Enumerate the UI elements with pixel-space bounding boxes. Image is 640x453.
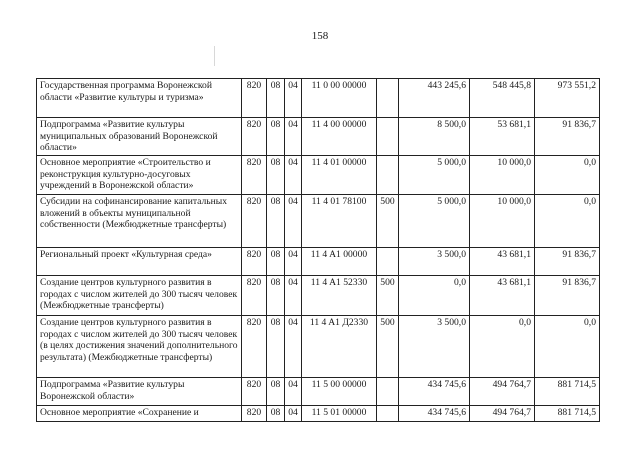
row-name: Субсидии на софинансирование капитальных вложений в объекты муниципальной собственности (Межбюджетные трансферты) (37, 195, 242, 248)
grbs-code: 820 (242, 316, 267, 378)
subsection-code: 04 (285, 156, 302, 195)
row-name: Основное мероприятие «Сохранение и (37, 406, 242, 422)
target-article-code: 11 4 A1 52330 (302, 276, 377, 316)
table-row (37, 248, 600, 276)
amount-year-1: 3 500,0 (399, 248, 470, 276)
amount-year-3: 973 551,2 (535, 79, 600, 118)
grbs-code: 820 (242, 406, 267, 422)
subsection-code: 04 (285, 316, 302, 378)
amount-year-2: 0,0 (470, 316, 535, 378)
section-code: 08 (267, 406, 285, 422)
subsection-code: 04 (285, 406, 302, 422)
amount-year-1: 5 000,0 (399, 195, 470, 248)
target-article-code: 11 4 00 00000 (302, 118, 377, 156)
row-name: Региональный проект «Культурная среда» (37, 248, 242, 276)
row-name: Государственная программа Воронежской области «Развитие культуры и туризма» (37, 79, 242, 118)
row-name: Подпрограмма «Развитие культуры Воронежской области» (37, 378, 242, 406)
expense-type-code (377, 406, 399, 422)
expense-type-code: 500 (377, 316, 399, 378)
grbs-code: 820 (242, 156, 267, 195)
amount-year-3: 91 836,7 (535, 276, 600, 316)
section-code: 08 (267, 118, 285, 156)
budget-table (36, 78, 600, 422)
grbs-code: 820 (242, 276, 267, 316)
amount-year-1: 434 745,6 (399, 378, 470, 406)
subsection-code: 04 (285, 378, 302, 406)
table-row (37, 195, 600, 248)
expense-type-code (377, 378, 399, 406)
grbs-code: 820 (242, 79, 267, 118)
amount-year-2: 548 445,8 (470, 79, 535, 118)
table-row (37, 378, 600, 406)
amount-year-1: 443 245,6 (399, 79, 470, 118)
amount-year-3: 91 836,7 (535, 248, 600, 276)
section-code: 08 (267, 248, 285, 276)
amount-year-3: 0,0 (535, 316, 600, 378)
amount-year-1: 434 745,6 (399, 406, 470, 422)
amount-year-2: 494 764,7 (470, 406, 535, 422)
subsection-code: 04 (285, 276, 302, 316)
amount-year-1: 3 500,0 (399, 316, 470, 378)
subsection-code: 04 (285, 118, 302, 156)
expense-type-code: 500 (377, 276, 399, 316)
section-code: 08 (267, 316, 285, 378)
row-name: Создание центров культурного развития в городах с числом жителей до 300 тысяч человек (в целях достижения значений дополнительного результата) (Межбюджетные трансферты) (37, 316, 242, 378)
subsection-code: 04 (285, 248, 302, 276)
amount-year-3: 0,0 (535, 195, 600, 248)
target-article-code: 11 4 A1 Д2330 (302, 316, 377, 378)
expense-type-code: 500 (377, 195, 399, 248)
page-number: 158 (311, 30, 329, 42)
section-code: 08 (267, 156, 285, 195)
section-code: 08 (267, 378, 285, 406)
amount-year-1: 5 000,0 (399, 156, 470, 195)
section-code: 08 (267, 79, 285, 118)
amount-year-1: 8 500,0 (399, 118, 470, 156)
target-article-code: 11 4 A1 00000 (302, 248, 377, 276)
amount-year-1: 0,0 (399, 276, 470, 316)
target-article-code: 11 5 00 00000 (302, 378, 377, 406)
amount-year-2: 10 000,0 (470, 195, 535, 248)
amount-year-2: 43 681,1 (470, 276, 535, 316)
section-code: 08 (267, 195, 285, 248)
section-code: 08 (267, 276, 285, 316)
table-row (37, 79, 600, 118)
row-name: Подпрограмма «Развитие культуры муниципальных образований Воронежской области» (37, 118, 242, 156)
target-article-code: 11 4 01 78100 (302, 195, 377, 248)
grbs-code: 820 (242, 118, 267, 156)
expense-type-code (377, 118, 399, 156)
expense-type-code (377, 79, 399, 118)
amount-year-2: 494 764,7 (470, 378, 535, 406)
table-row (37, 316, 600, 378)
expense-type-code (377, 248, 399, 276)
grbs-code: 820 (242, 248, 267, 276)
target-article-code: 11 5 01 00000 (302, 406, 377, 422)
amount-year-3: 0,0 (535, 156, 600, 195)
amount-year-2: 10 000,0 (470, 156, 535, 195)
grbs-code: 820 (242, 378, 267, 406)
subsection-code: 04 (285, 79, 302, 118)
amount-year-3: 881 714,5 (535, 378, 600, 406)
amount-year-3: 91 836,7 (535, 118, 600, 156)
table-row (37, 276, 600, 316)
grbs-code: 820 (242, 195, 267, 248)
amount-year-2: 43 681,1 (470, 248, 535, 276)
amount-year-3: 881 714,5 (535, 406, 600, 422)
subsection-code: 04 (285, 195, 302, 248)
table-row (37, 406, 600, 422)
scan-artifact-line (214, 46, 215, 66)
table-row (37, 118, 600, 156)
target-article-code: 11 0 00 00000 (302, 79, 377, 118)
amount-year-2: 53 681,1 (470, 118, 535, 156)
target-article-code: 11 4 01 00000 (302, 156, 377, 195)
row-name: Создание центров культурного развития в городах с числом жителей до 300 тысяч человек (Межбюджетные трансферты) (37, 276, 242, 316)
row-name: Основное мероприятие «Строительство и реконструкция культурно-досуговых учреждений в Воронежской области» (37, 156, 242, 195)
table-row (37, 156, 600, 195)
expense-type-code (377, 156, 399, 195)
